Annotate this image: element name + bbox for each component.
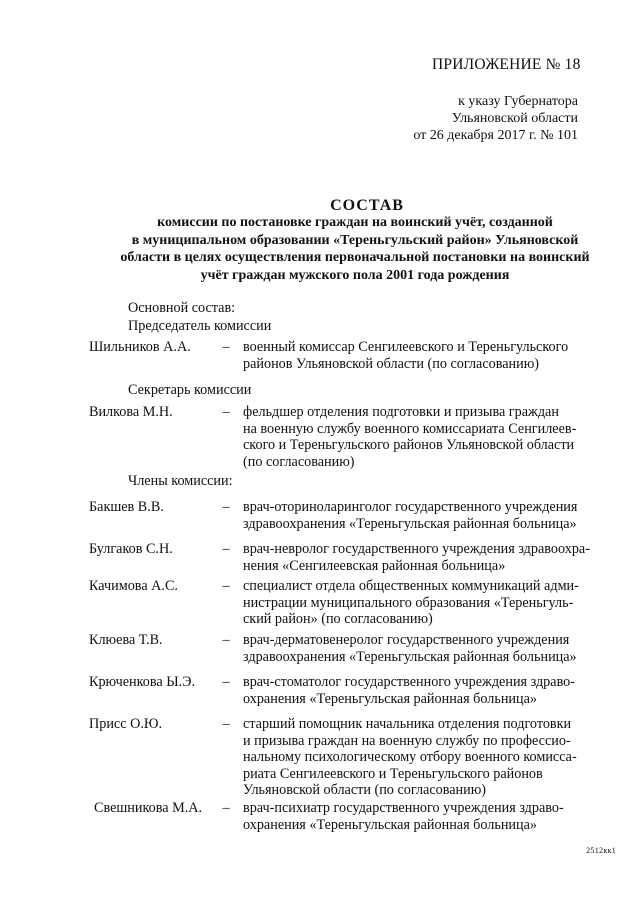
member-name: Качимова А.С. xyxy=(89,578,178,594)
role-line: риата Сенгилеевского и Тереньгульского районов xyxy=(243,765,543,782)
member-role xyxy=(243,716,612,799)
role-line: и призыва граждан на военную службу по профессио- xyxy=(243,732,571,749)
section-chairman: Председатель комиссии xyxy=(128,318,272,334)
subtitle-line: области в целях осуществления первоначальной постановки на воинский xyxy=(120,250,590,265)
member-role xyxy=(243,674,612,707)
role-line: ский район» (по согласованию) xyxy=(243,611,433,628)
role-line: фельдшер отделения подготовки и призыва граждан xyxy=(243,404,559,420)
appendix-title: ПРИЛОЖЕНИЕ № 18 xyxy=(432,56,581,73)
role-line: врач-невролог государственного учреждения здравоохра- xyxy=(243,541,590,557)
member-name: Присс О.Ю. xyxy=(89,716,162,732)
subtitle-line: учёт граждан мужского пола 2001 года рождения xyxy=(200,267,510,283)
subtitle-line: в муниципальном образовании «Тереньгульский район» Ульяновской xyxy=(131,232,579,248)
member-dash: – xyxy=(222,404,230,420)
member-role xyxy=(243,499,612,532)
section-main-composition: Основной состав: xyxy=(128,300,236,316)
decree-line: от 26 декабря 2017 г. № 101 xyxy=(413,128,578,143)
section-secretary: Секретарь комиссии xyxy=(128,382,252,398)
section-members: Члены комиссии: xyxy=(128,473,233,489)
member-dash: – xyxy=(222,716,230,732)
role-line: врач-психиатр государственного учреждения здраво- xyxy=(243,800,564,816)
member-name: Крюченкова Ы.Э. xyxy=(89,674,196,690)
member-role xyxy=(243,632,612,665)
document-title: СОСТАВ xyxy=(330,197,404,214)
member-dash: – xyxy=(222,674,230,690)
member-dash: – xyxy=(222,541,230,557)
role-line: нения «Сенгилеевская районная больница» xyxy=(243,557,506,574)
member-name: Бакшев В.В. xyxy=(89,499,164,515)
role-line: охранения «Тереньгульская районная больница» xyxy=(243,690,538,707)
member-name: Вилкова М.Н. xyxy=(89,404,173,420)
member-name: Шильников А.А. xyxy=(89,339,191,355)
role-line: здравоохранения «Тереньгульская районная больница» xyxy=(243,648,577,665)
member-name: Булгаков С.Н. xyxy=(89,541,173,557)
role-line: старший помощник начальника отделения подготовки xyxy=(243,716,572,732)
subtitle-line: комиссии по постановке граждан на воинский учёт, созданной xyxy=(157,215,553,230)
member-role xyxy=(243,578,612,628)
role-line: ского и Тереньгульского районов Ульяновской области xyxy=(243,437,575,454)
member-dash: – xyxy=(222,499,230,515)
role-line: врач-оториноларинголог государственного учреждения xyxy=(243,499,578,515)
member-role xyxy=(243,541,612,574)
decree-reference xyxy=(413,93,578,144)
member-dash: – xyxy=(222,339,230,355)
member-name: Свешникова М.А. xyxy=(94,800,203,816)
member-role xyxy=(243,339,612,372)
role-line: районов Ульяновской области (по согласованию) xyxy=(243,355,540,372)
decree-line: Ульяновской области xyxy=(451,111,578,126)
role-line: военный комиссар Сенгилеевского и Тереньгульского xyxy=(243,339,569,355)
role-line: здравоохранения «Тереньгульская районная больница» xyxy=(243,515,577,532)
role-line: врач-дерматовенеролог государственного учреждения xyxy=(243,632,570,648)
role-line: (по согласованию) xyxy=(243,453,355,470)
member-dash: – xyxy=(222,800,230,816)
role-line: Ульяновской области (по согласованию) xyxy=(243,782,487,799)
role-line: специалист отдела общественных коммуникаций адми- xyxy=(243,578,579,594)
member-dash: – xyxy=(222,632,230,648)
decree-line: к указу Губернатора xyxy=(458,94,578,109)
role-line: охранения «Тереньгульская районная больница» xyxy=(243,816,538,833)
role-line: на военную службу военного комиссариата Сенгилеев- xyxy=(243,420,577,437)
role-line: врач-стоматолог государственного учреждения здраво- xyxy=(243,674,575,690)
role-line: нистрации муниципального образования «Тереньгуль- xyxy=(243,594,574,611)
role-line: нальному психологическому отбору военного комисса- xyxy=(243,749,577,766)
member-role xyxy=(243,800,612,833)
member-role xyxy=(243,404,612,470)
member-name: Клюева Т.В. xyxy=(89,632,163,648)
document-subtitle xyxy=(110,214,600,284)
print-code: 2512кк1 xyxy=(586,846,616,855)
member-dash: – xyxy=(222,578,230,594)
